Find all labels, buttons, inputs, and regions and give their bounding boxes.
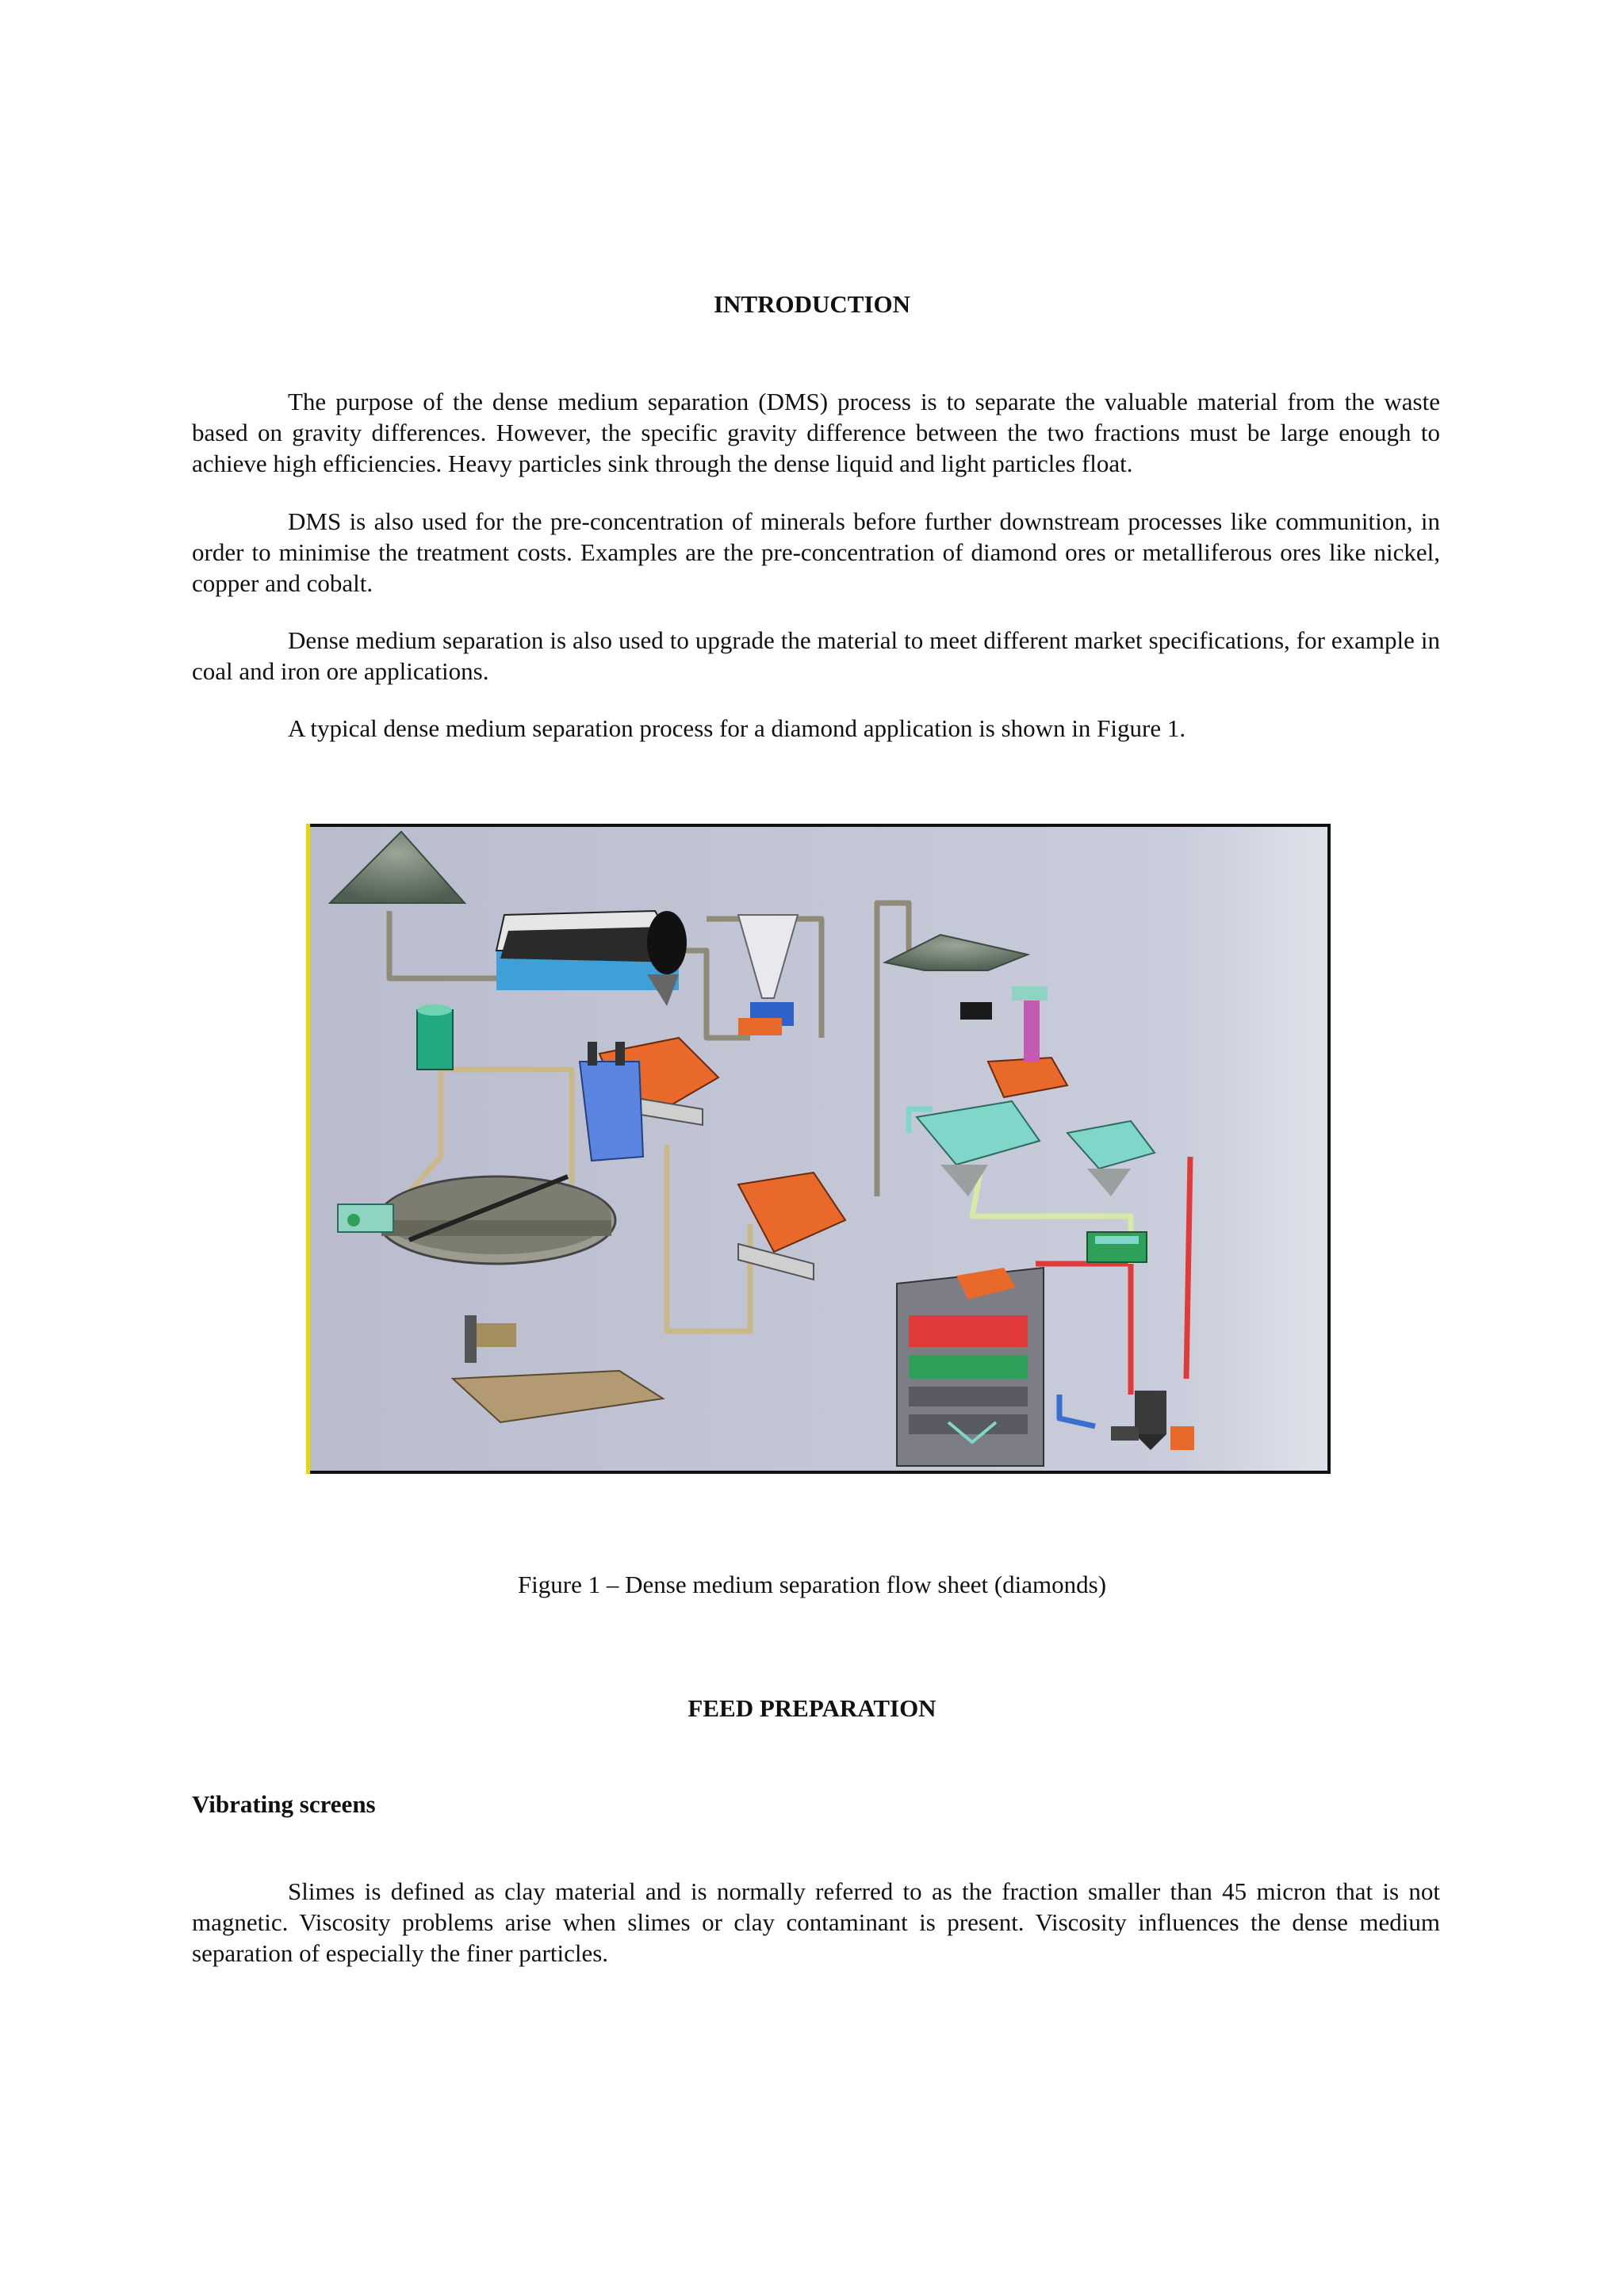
figure-left-edge: [306, 824, 310, 1474]
introduction-heading: INTRODUCTION: [713, 290, 911, 318]
figure-background: [308, 825, 1329, 1472]
control-box: [960, 1002, 992, 1020]
green-magnetic-separator: [1087, 1232, 1147, 1262]
feed-preparation-heading: FEED PREPARATION: [688, 1694, 936, 1722]
pump-left: [338, 1204, 393, 1232]
intro-paragraph-3: Dense medium separation is also used to upgrade the material to meet different market specifications, for example in coal and iron ore applications.: [192, 626, 1440, 685]
intro-paragraph-2: DMS is also used for the pre-concentration of minerals before further downstream processes like communition, in order to minimise the treatment costs. Examples are the pre-concentration of diamond ores or metalliferous ores like nickel, copper and cobalt.: [192, 507, 1440, 597]
feed-paragraph-1: Slimes is defined as clay material and is normally referred to as the fraction smaller than 45 micron that is not magnetic. Viscosity problems arise when slimes or clay contaminant is present. Viscosity influences the dense medium separation of especially the finer particles.: [192, 1877, 1440, 1967]
recovery-plant-tower: [897, 1268, 1044, 1466]
figure-1-flowsheet-image: [306, 824, 1331, 1474]
vibrating-screens-subheading: Vibrating screens: [192, 1790, 376, 1818]
green-storage-tank: [417, 1004, 453, 1070]
intro-paragraph-4: A typical dense medium separation process for a diamond application is shown in Figure 1.: [288, 714, 1186, 742]
figure-1-caption: Figure 1 – Dense medium separation flow sheet (diamonds): [517, 1571, 1107, 1598]
thickener: [377, 1177, 615, 1264]
intro-paragraph-1: The purpose of the dense medium separation (DMS) process is to separate the valuable material from the waste based on gravity differences. However, the specific gravity difference between the two fractions must be large enough to achieve high efficiencies. Heavy particles sink through the dense liquid and light particles float.: [192, 388, 1440, 477]
